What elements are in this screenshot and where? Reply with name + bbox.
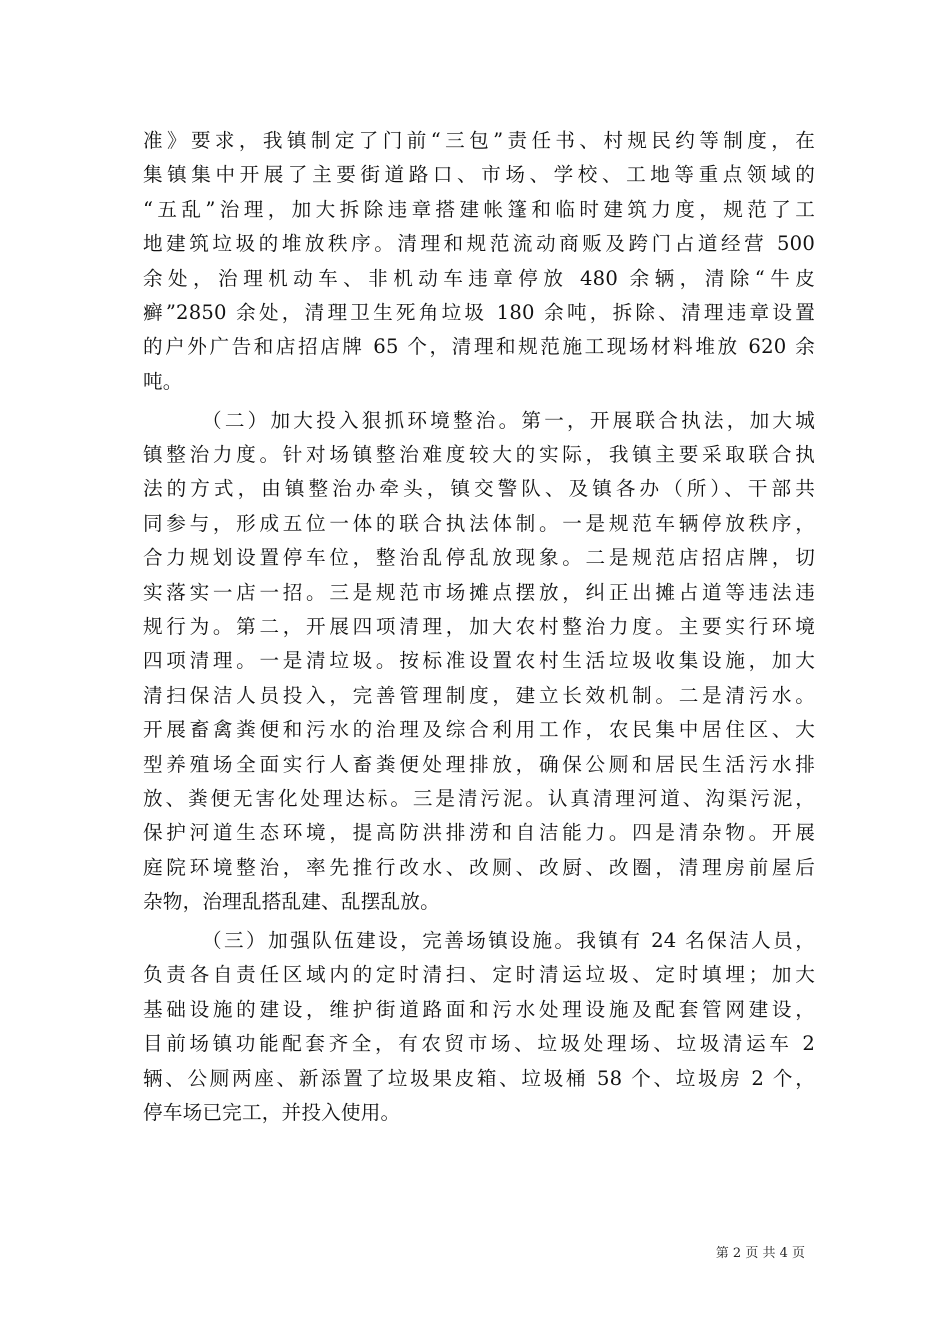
text-line: 余处，治理机动车、非机动车违章停放 480 余辆，清除“牛皮 xyxy=(143,266,815,290)
text-line: 停车场已完工，并投入使用。 xyxy=(143,1100,401,1124)
text-line: 型养殖场全面实行人畜粪便处理排放，确保公厕和居民生活污水排 xyxy=(143,752,815,776)
text-line: 四项清理。一是清垃圾。按标准设置农村生活垃圾收集设施，加大 xyxy=(143,649,815,673)
text-line: 庭院环境整治，率先推行改水、改厕、改厨、改圈，清理房前屋后 xyxy=(143,855,815,879)
text-line: 放、粪便无害化处理达标。三是清污泥。认真清理河道、沟渠污泥， xyxy=(143,786,815,810)
paragraph-1 xyxy=(143,124,815,399)
text-line: 同参与，形成五位一体的联合执法体制。一是规范车辆停放秩序， xyxy=(143,511,815,535)
text-line: 清扫保洁人员投入，完善管理制度，建立长效机制。二是清污水。 xyxy=(143,683,815,707)
text-line: 开展畜禽粪便和污水的治理及综合利用工作，农民集中居住区、大 xyxy=(143,718,815,742)
text-line: 负责各自责任区域内的定时清扫、定时清运垃圾、定时填埋；加大 xyxy=(143,963,815,987)
paragraph-3 xyxy=(143,924,815,1130)
text-line: 镇整治力度。针对场镇整治难度较大的实际，我镇主要采取联合执 xyxy=(143,443,815,467)
text-line: 保护河道生态环境，提高防洪排涝和自洁能力。四是清杂物。开展 xyxy=(143,821,815,845)
document-body xyxy=(143,124,815,1130)
text-line: 的户外广告和店招店牌 65 个，清理和规范施工现场材料堆放 620 余 xyxy=(143,335,815,359)
text-line: 法的方式，由镇整治办牵头，镇交警队、及镇各办（所）、干部共 xyxy=(143,477,815,501)
text-line-indented: （三）加强队伍建设，完善场镇设施。我镇有 24 名保洁人员， xyxy=(202,928,815,952)
text-line: 集镇集中开展了主要街道路口、市场、学校、工地等重点领域的 xyxy=(143,163,815,187)
page-number-footer: 第 2 页 共 4 页 xyxy=(715,1246,805,1261)
text-line: 地建筑垃圾的堆放秩序。清理和规范流动商贩及跨门占道经营 500 xyxy=(143,232,815,256)
text-line: 杂物，治理乱搭乱建、乱摆乱放。 xyxy=(143,890,440,914)
text-line: “五乱”治理，加大拆除违章搭建帐篷和临时建筑力度，规范了工 xyxy=(143,197,815,221)
text-line: 合力规划设置停车位，整治乱停乱放现象。二是规范店招店牌，切 xyxy=(143,546,815,570)
text-line: 辆、公厕两座、新添置了垃圾果皮箱、垃圾桶 58 个、垃圾房 2 个， xyxy=(143,1066,815,1090)
text-line: 吨。 xyxy=(143,369,183,393)
text-line: 实落实一店一招。三是规范市场摊点摆放，纠正出摊占道等违法违 xyxy=(143,580,815,604)
text-line: 癣”2850 余处，清理卫生死角垃圾 180 余吨，拆除、清理违章设置 xyxy=(143,300,815,324)
text-line: 目前场镇功能配套齐全，有农贸市场、垃圾处理场、垃圾清运车 2 xyxy=(143,1032,815,1056)
text-line: 基础设施的建设，维护街道路面和污水处理设施及配套管网建设， xyxy=(143,997,815,1021)
text-line: 规行为。第二，开展四项清理，加大农村整治力度。主要实行环境 xyxy=(143,614,815,638)
paragraph-2 xyxy=(143,404,815,920)
text-line-indented: （二）加大投入狠抓环境整治。第一，开展联合执法，加大城 xyxy=(202,408,815,432)
text-line: 准》要求，我镇制定了门前“三包”责任书、村规民约等制度，在 xyxy=(143,129,815,152)
